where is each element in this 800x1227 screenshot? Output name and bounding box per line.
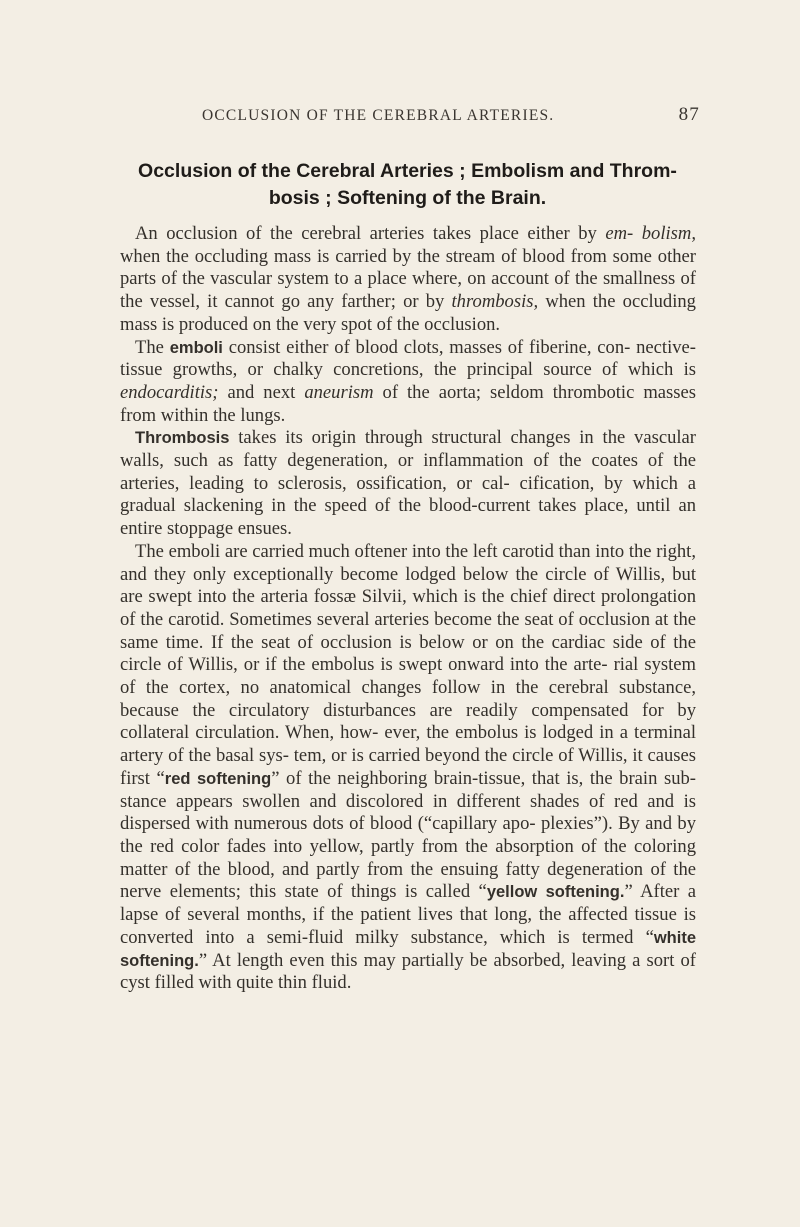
italic-term-thrombosis: thrombosis, xyxy=(451,291,539,313)
text-span: of the aorta; seldom thrombotic masses from within the lungs. xyxy=(120,381,696,426)
section-heading xyxy=(120,158,695,212)
bold-term-emboli: emboli xyxy=(169,338,223,357)
text-span: when the occluding mass is carried by the stream of blood from some other parts of the vascular system to a place where, on account of the smallness of the vessel, it cannot go any farther; or by xyxy=(120,245,696,313)
text-span: The xyxy=(135,336,170,358)
bold-term-yellow-softening: yellow softening. xyxy=(486,883,625,902)
italic-term-aneurism: aneurism xyxy=(304,381,374,403)
paragraph-thrombosis xyxy=(120,427,696,541)
text-span: The emboli are carried much oftener into the left carotid than into the right, and they only exceptionally become lodged below the circle of Willis, but are swept into the arteria fossæ Silvii, which is the chief direct prolongation of the carotid. Sometimes several arteries become the seat of occlusion at the same time. If the seat of occlusion is below or on the cardiac side of the circle of Willis, or if the embolus is swept onward into the arte- rial system of the cortex, no anatomical changes follow in the cerebral substance, because the circulatory disturbances are readily compensated for by collateral circulation. When, how- ever, the embolus is lodged in a terminal artery of the basal sys- tem, or is carried beyond the circle of Willis, it causes first “ xyxy=(120,540,696,789)
text-span: An occlusion of the cerebral arteries takes place either by xyxy=(135,223,606,244)
text-span: takes its origin through structural changes in the vascular walls, such as fatty degeneration, or inflammation of the coates of the arteries, leading to sclerosis, ossification, or cal- cification, by which a gradual slackening in the speed of the blood-current takes place, until an entire stoppage ensues. xyxy=(120,427,696,540)
text-span: and next xyxy=(218,381,305,403)
text-span: ” At length even this may partially be absorbed, leaving a sort of cyst filled with quite thin fluid. xyxy=(120,949,696,994)
italic-term-endocarditis: endocarditis; xyxy=(120,381,219,403)
text-span: consist either of blood clots, masses of fiberine, con- nective-tissue growths, or chalky concretions, the principal source of which is xyxy=(120,336,696,381)
text-span: ” of the neighboring brain-tissue, that is, the brain sub- stance appears swollen and discolored in different shades of red and is dispersed with numerous dots of blood (“capillary apo- plexies”). By and by the red color fades into yellow, partly from the absorption of the coloring matter of the blood, and partly from the ensuing fatty degeneration of the nerve elements; this state of things is called “ xyxy=(120,767,696,903)
text-span: when the occluding mass is produced on the very spot of the occlusion. xyxy=(120,291,696,335)
bold-term-white-softening: white softening. xyxy=(120,928,696,970)
italic-term-embolism: em- bolism, xyxy=(605,223,696,244)
bold-term-red-softening: red softening xyxy=(164,769,272,788)
heading-line-2: bosis ; Softening of the Brain. xyxy=(268,187,547,209)
running-title: OCCLUSION OF THE CEREBRAL ARTERIES. xyxy=(202,107,555,124)
page-number: 87 xyxy=(678,104,700,125)
heading-line-1: Occlusion of the Cerebral Arteries ; Embolism and Throm- xyxy=(138,160,677,182)
paragraph-softening xyxy=(120,541,696,995)
paragraph-embolism-definition xyxy=(120,223,696,337)
paragraph-emboli xyxy=(120,337,696,428)
text-span: ” After a lapse of several months, if the patient lives that long, the affected tissue is converted into a semi-fluid milky substance, which is termed “ xyxy=(120,881,696,948)
body-text xyxy=(120,223,696,995)
bold-term-thrombosis: Thrombosis xyxy=(135,429,230,448)
